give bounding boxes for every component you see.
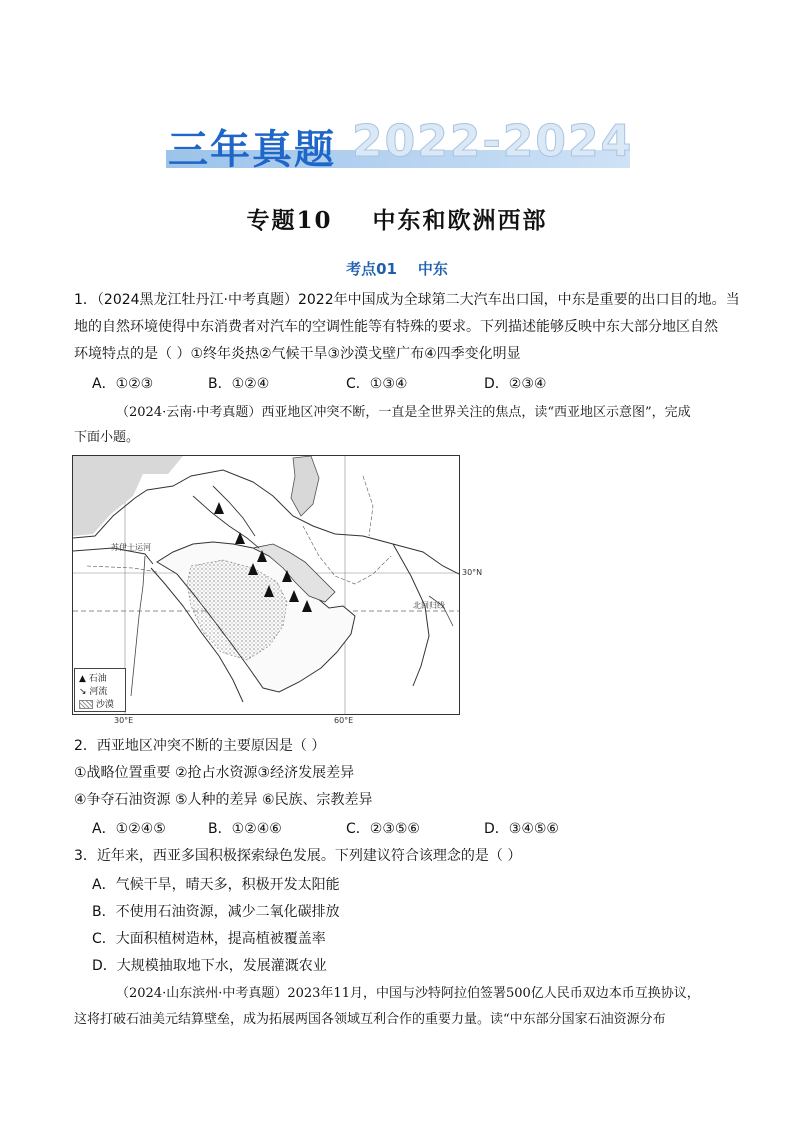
q2-option-d: D．③④⑤⑥ — [484, 821, 559, 837]
map-legend — [74, 668, 126, 712]
west-asia-map — [72, 455, 460, 715]
q2-option-c: C．②③⑤⑥ — [346, 821, 420, 837]
topic-title: 专题10 中东和欧洲西部 — [246, 207, 548, 234]
header-banner — [160, 116, 636, 178]
latitude-label: 30°N — [462, 568, 483, 577]
question-2-line-1: 2．西亚地区冲突不断的主要原因是（ ） — [74, 738, 326, 754]
passage-4-line-2: 这将打破石油美元结算壁垒，成为拓展两国各领域互利合作的重要力量。读“中东部分国家石油资源分布 — [74, 1012, 666, 1027]
passage-2-line-2: 下面小题。 — [74, 430, 140, 445]
banner-title: 三年真题 — [168, 127, 336, 173]
map-figure — [73, 456, 459, 714]
option-d: D．②③④ — [484, 376, 547, 392]
legend-river — [79, 684, 107, 697]
suez-canal-label: 苏伊士运河 — [111, 543, 151, 552]
oil-icon: ▲ — [79, 674, 86, 684]
q2-option-a: A．①②④⑤ — [92, 821, 166, 837]
passage-2-line-1: （2024·云南·中考真题）西亚地区冲突不断，一直是全世界关注的焦点，读“西亚地区示意图”，完成 — [116, 405, 691, 420]
longitude-label-60e: 60°E — [334, 716, 354, 725]
q3-option-a: A．气候干旱，晴天多，积极开发太阳能 — [92, 877, 340, 893]
question-1-line-2: 地的自然环境使得中东消费者对汽车的空调性能等有特殊的要求。下列描述能够反映中东大部分地区自然 — [74, 319, 718, 335]
q3-option-d: D．大规模抽取地下水，发展灌溉农业 — [92, 958, 327, 974]
question-1-line-1: 1．（2024黑龙江牡丹江·中考真题）2022年中国成为全球第二大汽车出口国，中东是重要的出口目的地。当 — [74, 292, 740, 308]
option-a: A．①②③ — [92, 376, 154, 392]
section-heading: 考点01 中东 — [346, 260, 448, 278]
longitude-label-30e: 30°E — [114, 716, 134, 725]
option-c: C．①③④ — [346, 376, 408, 392]
question-2-line-3: ④争夺石油资源 ⑤人种的差异 ⑥民族、宗教差异 — [74, 792, 373, 808]
option-b: B．①②④ — [208, 376, 270, 392]
passage-4-line-1: （2024·山东滨州·中考真题）2023年11月，中国与沙特阿拉伯签署500亿人民币双边本币互换协议， — [116, 986, 700, 1001]
tropic-label: 北回归线 — [413, 601, 445, 610]
q3-option-c: C．大面积植树造林，提高植被覆盖率 — [92, 931, 326, 947]
q3-option-b: B．不使用石油资源，减少二氧化碳排放 — [92, 904, 340, 920]
legend-river-label: 河流 — [89, 687, 108, 697]
legend-desert — [79, 697, 114, 710]
q2-option-b: B．①②④⑥ — [208, 821, 282, 837]
question-3-line-1: 3．近年来，西亚多国积极探索绿色发展。下列建议符合该理念的是（ ） — [74, 848, 522, 864]
legend-oil-label: 石油 — [88, 674, 107, 684]
question-2-line-2: ①战略位置重要 ②抢占水资源③经济发展差异 — [74, 765, 355, 781]
river-icon: ↘ — [79, 687, 87, 697]
legend-oil — [79, 671, 107, 684]
legend-desert-label: 沙漠 — [95, 700, 114, 710]
banner-years: 2022-2024 — [352, 116, 634, 167]
question-1-line-3: 环境特点的是（ ）①终年炎热②气候干旱③沙漠戈壁广布④四季变化明显 — [74, 346, 521, 362]
desert-icon — [79, 700, 93, 709]
